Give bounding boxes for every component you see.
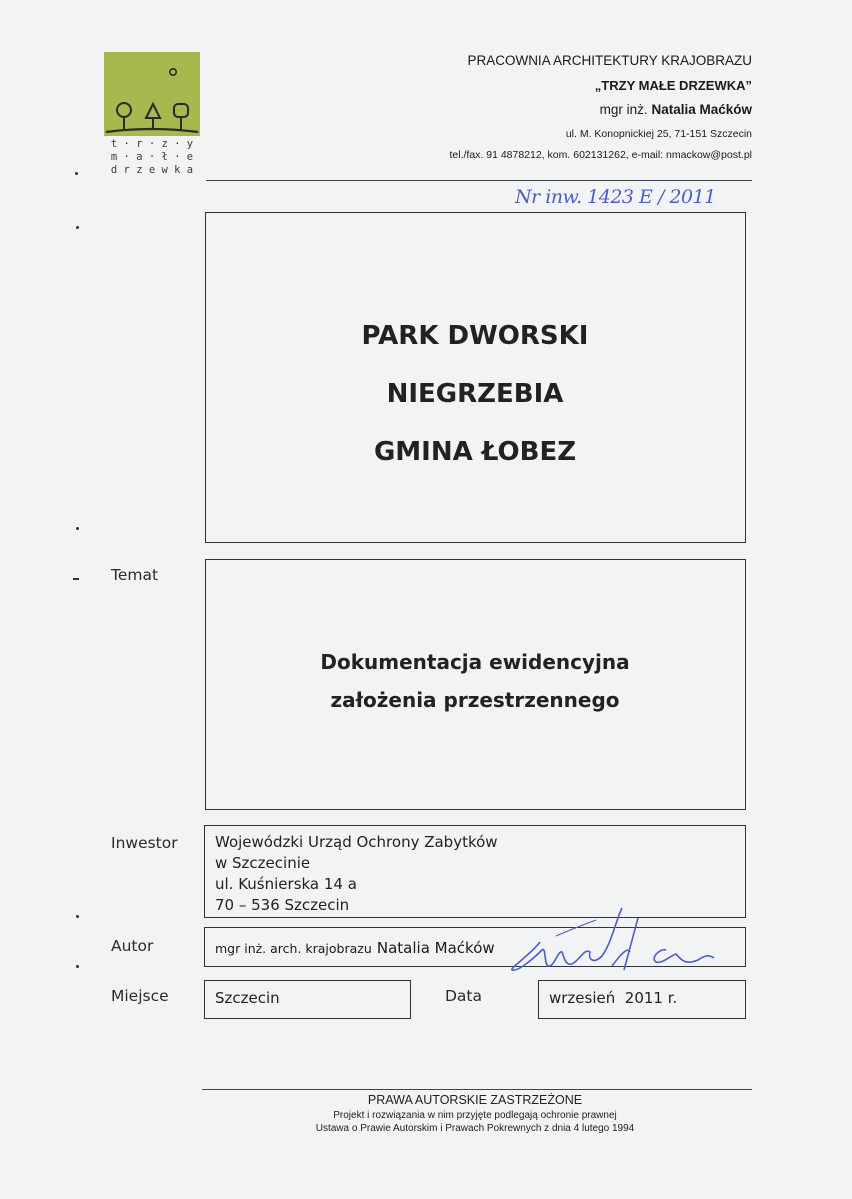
investor-line: w Szczecinie [215, 854, 311, 872]
logo-line-2: m · a · ł · e [110, 151, 194, 163]
logo-line-1: t · r · z · y [110, 138, 194, 150]
footer-line-2: Ustawa o Prawie Autorskim i Prawach Pokrewnych z dnia 4 lutego 1994 [315, 1123, 635, 1134]
author-name: Natalia Maćków [376, 939, 495, 957]
investor-label: Inwestor [111, 834, 178, 852]
scan-mark [73, 578, 79, 580]
footer-line-1: Projekt i rozwiązania w nim przyjęte podlegają ochronie prawnej [333, 1110, 617, 1121]
logo-wordmark [104, 138, 200, 177]
author-value [215, 938, 495, 957]
title-line-3: GMINA ŁOBEZ [373, 437, 577, 467]
logo-line-3: d r z e w k a [110, 164, 194, 176]
investor-address [215, 832, 498, 916]
scan-mark [76, 965, 79, 968]
topic-line-1: Dokumentacja ewidencyjna [320, 650, 630, 674]
author-signature [500, 900, 720, 980]
place-value: Szczecin [215, 989, 280, 1007]
firm-studio: „TRZY MAŁE DRZEWKA” [594, 78, 752, 93]
studio-logo [104, 52, 200, 179]
author-title: mgr inż. arch. krajobrazu [215, 941, 372, 956]
date-label: Data [445, 987, 483, 1005]
title-line-2: NIEGRZEBIA [386, 379, 564, 409]
investor-line: Wojewódzki Urząd Ochrony Zabytków [215, 833, 498, 851]
person-prefix: mgr inż. [599, 102, 648, 117]
inventory-note: Nr inw. 1423 E / 2011 [515, 186, 716, 208]
date-value: wrzesień 2011 r. [549, 989, 678, 1007]
scan-mark [76, 915, 79, 918]
investor-line: ul. Kuśnierska 14 a [215, 875, 357, 893]
header-rule [206, 180, 752, 181]
title-box [205, 212, 746, 543]
title-line-1: PARK DWORSKI [361, 321, 589, 351]
scan-mark [76, 226, 79, 229]
topic-label: Temat [111, 566, 159, 584]
firm-address: ul. M. Konopnickiej 25, 71-151 Szczecin [565, 128, 752, 140]
scan-mark [76, 527, 79, 530]
logo-tree-mark [104, 52, 200, 136]
scan-mark [75, 172, 78, 175]
topic-box [205, 559, 746, 810]
firm-contact: tel./fax. 91 4878212, kom. 602131262, e-mail: nmackow@post.pl [449, 149, 752, 161]
author-label: Autor [111, 937, 154, 955]
topic-line-2: założenia przestrzennego [330, 688, 620, 712]
person-name: Natalia Maćków [651, 102, 752, 117]
place-label: Miejsce [111, 987, 169, 1005]
firm-person [600, 102, 752, 117]
firm-name: PRACOWNIA ARCHITEKTURY KRAJOBRAZU [467, 53, 752, 68]
footer-heading: PRAWA AUTORSKIE ZASTRZEŻONE [367, 1093, 583, 1107]
investor-line: 70 – 536 Szczecin [215, 896, 350, 914]
footer-rule [202, 1089, 752, 1090]
